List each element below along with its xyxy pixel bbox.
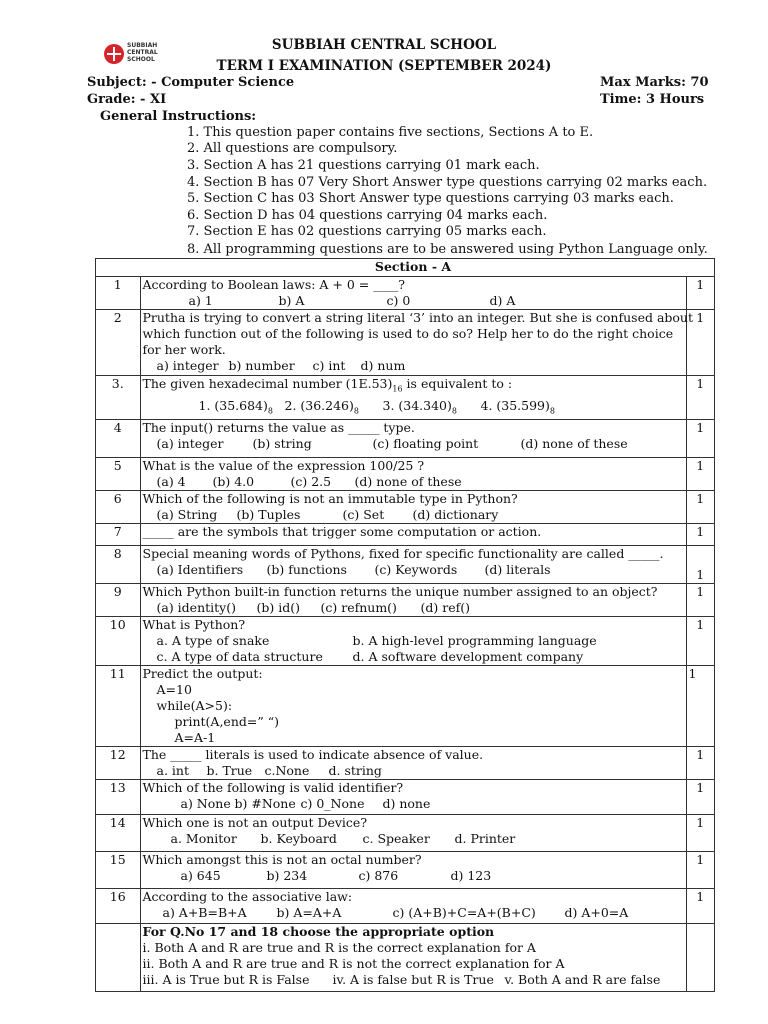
options bbox=[143, 358, 684, 374]
option-a: a) integer bbox=[156, 358, 219, 373]
question-row bbox=[96, 747, 715, 780]
question-body bbox=[140, 747, 686, 780]
option-a: a) 1 bbox=[188, 293, 213, 308]
ar-option: iii. A is True but R is False bbox=[142, 972, 310, 987]
option-a: (a) integer bbox=[156, 436, 224, 451]
question-marks: 1 bbox=[686, 852, 715, 889]
question-row bbox=[96, 376, 715, 420]
question-marks: 1 bbox=[686, 420, 715, 458]
question-body bbox=[140, 420, 686, 458]
question-row bbox=[96, 524, 715, 546]
question-marks: 1 bbox=[686, 747, 715, 780]
question-body bbox=[140, 458, 686, 491]
option-d: (d) dictionary bbox=[412, 507, 499, 522]
assertion-reason-row bbox=[96, 924, 715, 992]
option-b: b) 234 bbox=[266, 868, 308, 883]
options bbox=[143, 831, 684, 847]
question-number: 5 bbox=[96, 458, 141, 491]
question-body bbox=[140, 524, 686, 546]
instruction-item: 3. Section A has 21 questions carrying 01 mark each. bbox=[187, 158, 540, 173]
question-text: _____ are the symbols that trigger some computation or action. bbox=[142, 524, 542, 539]
question-body bbox=[140, 546, 686, 584]
option-a: a. A type of snake bbox=[156, 633, 270, 648]
question-text: The input() returns the value as _____ type. bbox=[142, 420, 415, 435]
instruction-item: 2. All questions are compulsory. bbox=[187, 141, 398, 156]
ar-option: iv. A is false but R is True bbox=[332, 972, 494, 987]
subject: Subject: - Computer Science bbox=[87, 75, 295, 90]
question-row bbox=[96, 666, 715, 747]
question-body bbox=[140, 491, 686, 524]
question-table bbox=[95, 258, 715, 992]
option-c: c) int bbox=[312, 358, 346, 373]
question-row bbox=[96, 852, 715, 889]
options bbox=[143, 398, 684, 420]
option-c: c.None bbox=[264, 763, 310, 778]
question-marks: 1 bbox=[686, 617, 715, 666]
option-d: (d) ref() bbox=[420, 600, 470, 615]
question-text: Which one is not an output Device? bbox=[142, 815, 368, 830]
option-1: 1. $(35.684)_8$ bbox=[198, 397, 273, 415]
logo-text: SUBBIAH CENTRAL SCHOOL bbox=[127, 42, 158, 63]
option-a: a. Monitor bbox=[170, 831, 237, 846]
code-line: A=A-1 bbox=[174, 730, 216, 745]
ar-options-line bbox=[143, 972, 684, 988]
option-c: (c) Set bbox=[342, 507, 385, 522]
school-name: SUBBIAH CENTRAL SCHOOL bbox=[271, 37, 497, 53]
question-body bbox=[140, 815, 686, 852]
question-body bbox=[140, 666, 686, 747]
options bbox=[143, 436, 684, 452]
option-d: (d) none of these bbox=[354, 474, 462, 489]
options bbox=[143, 293, 684, 309]
instruction-item: 8. All programming questions are to be answered using Python Language only. bbox=[187, 242, 708, 257]
question-text: Which Python built-in function returns the unique number assigned to an object? bbox=[142, 584, 658, 599]
question-text: The _____ literals is used to indicate absence of value. bbox=[142, 747, 484, 762]
option-a: a) None bbox=[180, 796, 231, 811]
ar-option: i. Both A and R are true and R is the correct explanation for A bbox=[142, 940, 536, 955]
question-number: 7 bbox=[96, 524, 141, 546]
code-line: A=10 bbox=[156, 682, 192, 697]
exam-title: TERM I EXAMINATION (SEPTEMBER 2024) bbox=[216, 58, 552, 74]
question-marks: 1 bbox=[686, 524, 715, 546]
question-number: 2 bbox=[96, 310, 141, 376]
option-b: b) number bbox=[228, 358, 295, 373]
option-d: d) none bbox=[382, 796, 431, 811]
question-number: 10 bbox=[96, 617, 141, 666]
option-d: d. string bbox=[328, 763, 382, 778]
question-text-line: which function out of the following is used to do so? Help her to do the right choice bbox=[142, 326, 674, 341]
instruction-item: 6. Section D has 04 questions carrying 04 marks each. bbox=[187, 208, 548, 223]
code-line: while(A>5): bbox=[156, 698, 233, 713]
question-row bbox=[96, 491, 715, 524]
ar-option: v. Both A and R are false bbox=[504, 972, 661, 987]
option-c: c) 0_None bbox=[300, 796, 365, 811]
option-a: a. int bbox=[156, 763, 189, 778]
options bbox=[143, 474, 684, 490]
question-marks: 1 bbox=[686, 376, 715, 420]
option-b: (b) Tuples bbox=[236, 507, 301, 522]
option-4: 4. $(35.599)_8$ bbox=[480, 397, 555, 415]
option-d: d. A software development company bbox=[352, 649, 584, 664]
option-b: (b) 4.0 bbox=[212, 474, 255, 489]
question-body bbox=[140, 277, 686, 310]
option-3: 3. $(34.340)_8$ bbox=[382, 397, 457, 415]
options bbox=[143, 633, 684, 649]
option-c: c) 876 bbox=[358, 868, 399, 883]
question-body bbox=[140, 310, 694, 376]
code-line: print(A,end=” “) bbox=[174, 714, 279, 729]
option-d: (d) none of these bbox=[520, 436, 628, 451]
general-instructions-heading: General Instructions: bbox=[100, 109, 257, 124]
question-row bbox=[96, 584, 715, 617]
question-marks: 1 bbox=[686, 584, 715, 617]
question-marks: 1 bbox=[686, 491, 715, 524]
question-row bbox=[96, 277, 715, 310]
option-c: c) 0 bbox=[386, 293, 411, 308]
options bbox=[143, 600, 684, 616]
option-b: b. A high-level programming language bbox=[352, 633, 597, 648]
question-body bbox=[140, 852, 686, 889]
question-marks: 1 bbox=[686, 277, 715, 310]
grade: Grade: - XI bbox=[87, 92, 167, 107]
option-b: (b) id() bbox=[256, 600, 300, 615]
option-b: (b) string bbox=[252, 436, 312, 451]
question-number: 14 bbox=[96, 815, 141, 852]
question-row bbox=[96, 815, 715, 852]
options bbox=[143, 796, 684, 812]
option-c: (c) floating point bbox=[372, 436, 479, 451]
question-text: What is Python? bbox=[142, 617, 246, 632]
option-d: d) 123 bbox=[450, 868, 492, 883]
question-text: Which of the following is valid identifier? bbox=[142, 780, 404, 795]
question-number: 16 bbox=[96, 889, 141, 924]
question-row bbox=[96, 617, 715, 666]
option-b: b) A=A+A bbox=[276, 905, 342, 920]
option-b: b) #None bbox=[234, 796, 296, 811]
question-number: 8 bbox=[96, 546, 141, 584]
question-row bbox=[96, 420, 715, 458]
question-number: 9 bbox=[96, 584, 141, 617]
option-b: (b) functions bbox=[266, 562, 347, 577]
question-number: 12 bbox=[96, 747, 141, 780]
option-d: d) num bbox=[360, 358, 406, 373]
question-body bbox=[140, 780, 686, 815]
option-c: (c) Keywords bbox=[374, 562, 458, 577]
option-c: (c) refnum() bbox=[320, 600, 397, 615]
assertion-reason-box bbox=[140, 924, 686, 992]
options bbox=[143, 763, 684, 779]
options bbox=[143, 905, 684, 921]
section-title: Section - A bbox=[140, 259, 686, 277]
question-text: What is the value of the expression 100/25 ? bbox=[142, 458, 425, 473]
question-marks: 1 bbox=[686, 889, 715, 924]
question-marks: 1 bbox=[686, 310, 715, 376]
option-a: (a) Identifiers bbox=[156, 562, 244, 577]
option-d: d. Printer bbox=[454, 831, 516, 846]
question-row bbox=[96, 310, 715, 376]
time: Time: 3 Hours bbox=[600, 92, 705, 107]
question-text-tail: is equivalent to : bbox=[402, 376, 513, 391]
ar-option: ii. Both A and R are true and R is not the correct explanation for A bbox=[142, 956, 565, 971]
question-number: 4 bbox=[96, 420, 141, 458]
question-marks: 1 bbox=[686, 546, 715, 584]
option-b: b. True bbox=[206, 763, 253, 778]
options bbox=[143, 649, 684, 665]
question-text: Which amongst this is not an octal number? bbox=[142, 852, 422, 867]
max-marks: Max Marks: 70 bbox=[600, 75, 709, 90]
option-c: (c) 2.5 bbox=[290, 474, 332, 489]
question-marks: 1 bbox=[686, 458, 715, 491]
question-text bbox=[143, 376, 684, 398]
option-c: c. Speaker bbox=[362, 831, 430, 846]
question-body bbox=[140, 584, 686, 617]
options bbox=[143, 868, 684, 884]
assertion-reason-heading: For Q.No 17 and 18 choose the appropriate option bbox=[142, 924, 495, 939]
question-body bbox=[140, 617, 686, 666]
question-row bbox=[96, 546, 715, 584]
instruction-item: 1. This question paper contains five sections, Sections A to E. bbox=[187, 125, 594, 140]
question-marks: 1 bbox=[686, 666, 715, 747]
option-a: a) A+B=B+A bbox=[162, 905, 247, 920]
question-body bbox=[140, 889, 686, 924]
question-body bbox=[140, 376, 686, 420]
option-d: d) A+0=A bbox=[564, 905, 629, 920]
option-c: c. A type of data structure bbox=[156, 649, 323, 664]
question-row bbox=[96, 458, 715, 491]
question-text: According to Boolean laws: A + 0 = ____? bbox=[142, 277, 405, 292]
question-number: 1 bbox=[96, 277, 141, 310]
instruction-item: 4. Section B has 07 Very Short Answer type questions carrying 02 marks each. bbox=[187, 175, 708, 190]
question-text-main: The given hexadecimal number (1E.53) bbox=[142, 376, 393, 391]
options bbox=[143, 507, 684, 523]
question-text: Special meaning words of Pythons, fixed for specific functionality are called _____. bbox=[142, 546, 664, 561]
question-text: Which of the following is not an immutable type in Python? bbox=[142, 491, 518, 506]
question-row bbox=[96, 780, 715, 815]
question-row bbox=[96, 889, 715, 924]
question-number: 15 bbox=[96, 852, 141, 889]
question-text: According to the associative law: bbox=[142, 889, 353, 904]
option-a: a) 645 bbox=[180, 868, 221, 883]
question-text-line: for her work. bbox=[142, 342, 226, 357]
question-text: Predict the output: bbox=[142, 666, 263, 681]
base-subscript: 16 bbox=[392, 384, 403, 394]
option-d: (d) literals bbox=[484, 562, 551, 577]
option-a: (a) identity() bbox=[156, 600, 236, 615]
options bbox=[143, 562, 684, 578]
option-2: 2. $(36.246)_8$ bbox=[284, 397, 359, 415]
instruction-item: 5. Section C has 03 Short Answer type questions carrying 03 marks each. bbox=[187, 191, 674, 206]
question-text-line: Prutha is trying to convert a string literal ‘3’ into an integer. But she is confused about bbox=[142, 310, 694, 325]
instruction-item: 7. Section E has 02 questions carrying 05 marks each. bbox=[187, 224, 547, 239]
option-b: b. Keyboard bbox=[260, 831, 337, 846]
question-number: 13 bbox=[96, 780, 141, 815]
question-marks: 1 bbox=[686, 780, 715, 815]
question-number: 11 bbox=[96, 666, 141, 747]
question-number: 3. bbox=[96, 376, 141, 420]
option-d: d) A bbox=[489, 293, 516, 308]
section-header-row bbox=[96, 259, 715, 277]
option-c: c) (A+B)+C=A+(B+C) bbox=[392, 905, 536, 920]
option-a: (a) 4 bbox=[156, 474, 186, 489]
option-b: b) A bbox=[278, 293, 305, 308]
option-a: (a) String bbox=[156, 507, 218, 522]
question-marks: 1 bbox=[686, 815, 715, 852]
question-number: 6 bbox=[96, 491, 141, 524]
